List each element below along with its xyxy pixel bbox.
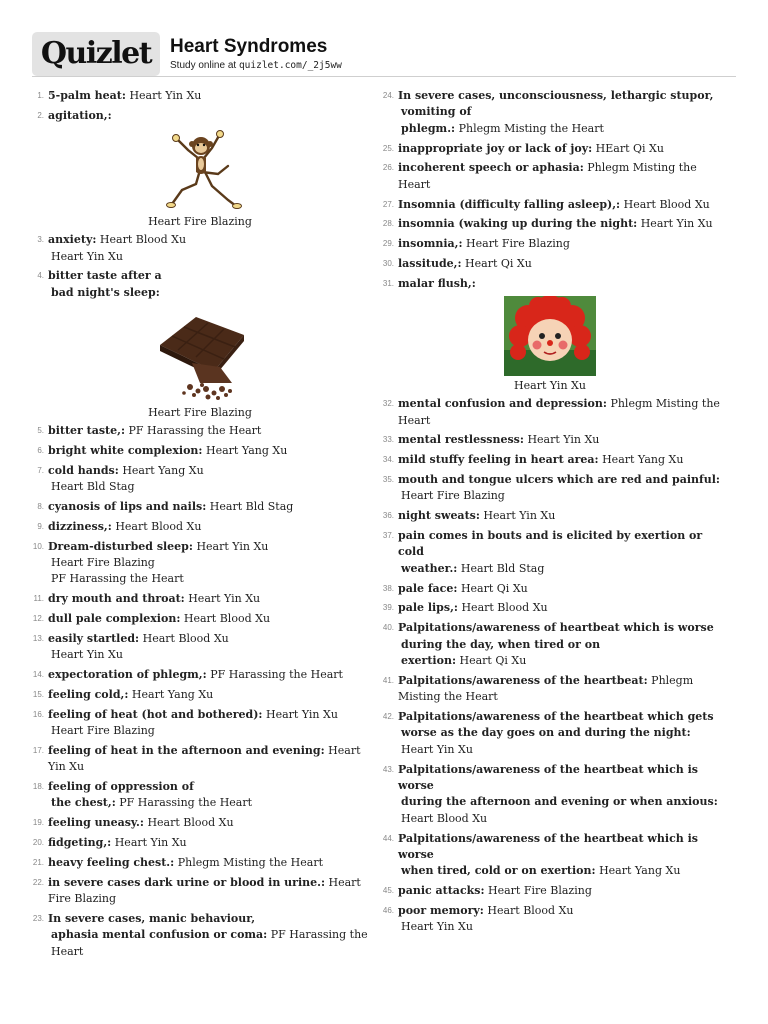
card-item <box>380 216 720 232</box>
item-term: feeling cold,: <box>48 687 129 701</box>
item-number: 10. <box>32 541 44 551</box>
item-definition: Heart Bld Stag <box>51 480 135 494</box>
item-number: 23. <box>32 913 44 923</box>
item-term: feeling uneasy.: <box>48 816 144 830</box>
item-number: 14. <box>32 670 44 680</box>
chocolate-icon <box>150 305 250 403</box>
card-item <box>30 108 370 124</box>
item-number: 25. <box>382 143 394 153</box>
card-item <box>380 432 720 448</box>
item-term: incoherent speech or aphasia: <box>398 161 584 175</box>
item-term: Palpitations/awareness of the heartbeat: <box>398 673 648 687</box>
logo-text: Quizlet <box>40 36 152 71</box>
card-item <box>380 197 720 213</box>
item-term: easily startled: <box>48 631 140 645</box>
item-number: 8. <box>37 502 44 512</box>
item-definition: PF Harassing the Heart <box>119 796 253 810</box>
item-definition: Heart Yang Xu <box>602 453 684 467</box>
card-item <box>30 88 370 104</box>
item-definition: Heart Bld Stag <box>209 500 294 514</box>
item-number: 11. <box>33 594 44 604</box>
card-item <box>380 256 720 272</box>
item-definition: Heart Qi Xu <box>460 581 528 595</box>
card-item <box>380 831 720 880</box>
item-number: 1. <box>37 91 44 100</box>
item-number: 27. <box>382 199 394 209</box>
item-number: 30. <box>382 259 394 268</box>
item-definition: Heart Blood Xu <box>401 811 488 825</box>
card-item <box>30 423 370 439</box>
item-definition: Phlegm Misting the Heart <box>398 673 694 704</box>
card-item <box>380 762 720 828</box>
item-number: 36. <box>382 511 394 521</box>
item-term: heavy feeling chest.: <box>48 855 175 869</box>
item-definition: Heart Yin Xu <box>188 592 261 606</box>
item-definition: Heart Yin Xu <box>266 707 338 721</box>
item-definition: Heart Yin Xu <box>196 539 269 553</box>
item-definition: Heart Fire Blazing <box>401 489 505 503</box>
card-item <box>30 779 370 812</box>
item-term: mouth and tongue ulcers which are red and painful: <box>398 473 720 486</box>
card-item <box>30 707 370 740</box>
item-term: during the afternoon and evening or when anxious: <box>401 795 718 809</box>
item-number: 6. <box>37 446 44 456</box>
card-item <box>380 276 720 292</box>
item-term: in severe cases dark urine or blood in urine.: <box>48 875 326 889</box>
item-term: bright white complexion: <box>48 444 203 458</box>
item-number: 44. <box>382 833 394 843</box>
item-term: cold hands: <box>48 463 119 477</box>
item-definition: Heart Fire Blazing <box>148 406 252 420</box>
item-definition: Heart Yin Xu <box>114 836 187 850</box>
item-number: 22. <box>32 877 44 887</box>
card-item <box>380 581 720 597</box>
item-term: Insomnia (difficulty falling asleep),: <box>398 197 621 211</box>
card-item <box>380 620 720 669</box>
item-number: 32. <box>382 399 394 409</box>
card-item <box>380 709 720 758</box>
item-image <box>30 128 370 212</box>
item-definition: Heart Blood Xu <box>461 601 548 615</box>
item-definition: Heart Yang Xu <box>131 687 214 701</box>
card-item <box>380 141 720 157</box>
item-number: 31. <box>382 278 394 288</box>
item-definition: Heart Yin Xu <box>129 89 202 102</box>
item-number: 41. <box>382 675 394 685</box>
item-term: cyanosis of lips and nails: <box>48 500 207 514</box>
item-definition: Heart Yang Xu <box>599 864 681 878</box>
card-item <box>30 875 370 908</box>
item-definition: Phlegm Misting the Heart <box>458 121 604 135</box>
item-definition: Heart Yin Xu <box>401 742 473 756</box>
item-number: 3. <box>37 235 44 245</box>
item-number: 12. <box>32 614 44 624</box>
item-term: Palpitations/awareness of the heartbeat which gets <box>398 710 714 724</box>
item-term: aphasia mental confusion or coma: <box>51 928 268 942</box>
item-number: 13. <box>32 633 44 643</box>
item-term: Palpitations/awareness of the heartbeat which is worse <box>398 831 698 862</box>
item-number: 38. <box>382 583 394 593</box>
item-number: 39. <box>382 603 394 613</box>
item-definition: Heart Fire Blazing <box>51 556 155 570</box>
item-definition: PF Harassing the Heart <box>128 424 262 438</box>
item-term: dull pale complexion: <box>48 612 181 626</box>
card-item <box>30 835 370 851</box>
item-definition: PF Harassing the Heart <box>51 928 368 958</box>
item-definition: Heart Blood Xu <box>142 631 229 645</box>
item-number: 20. <box>32 838 44 848</box>
item-term: pale lips,: <box>398 601 458 615</box>
item-number: 33. <box>382 435 394 445</box>
item-definition: Heart Fire Blazing <box>48 875 361 906</box>
card-item <box>30 911 370 960</box>
item-term: insomnia,: <box>398 237 463 251</box>
item-definition: Phlegm Misting the Heart <box>398 161 697 191</box>
item-term: weather.: <box>401 561 458 575</box>
item-definition: Heart Blood Xu <box>183 612 271 626</box>
quizlet-logo[interactable] <box>32 32 160 76</box>
item-term: mild stuffy feeling in heart area: <box>398 453 599 467</box>
item-number: 34. <box>382 455 394 465</box>
item-definition: Heart Yin Xu <box>401 920 473 934</box>
item-number: 2. <box>37 110 44 120</box>
rag-doll-icon <box>504 296 596 376</box>
item-number: 9. <box>37 521 44 531</box>
card-item <box>380 452 720 468</box>
right-column <box>380 88 720 939</box>
item-term: worse as the day goes on and during the night: <box>401 726 691 740</box>
item-definition: Phlegm Misting the Heart <box>177 855 324 869</box>
left-column <box>30 88 370 963</box>
item-number: 29. <box>382 239 394 249</box>
item-term: poor memory: <box>398 904 484 918</box>
card-item <box>30 855 370 871</box>
card-item <box>380 883 720 899</box>
item-term: bitter taste,: <box>48 424 126 438</box>
item-number: 26. <box>382 163 394 173</box>
item-image <box>380 296 720 376</box>
item-number: 43. <box>382 764 394 774</box>
page-header <box>32 32 736 78</box>
item-definition: Heart Yin Xu <box>514 379 586 393</box>
item-definition: Heart Qi Xu <box>465 257 532 270</box>
item-term: the chest,: <box>51 796 116 810</box>
item-number: 28. <box>382 219 394 229</box>
card-item <box>30 611 370 627</box>
item-definition: Heart Yin Xu <box>51 648 123 662</box>
item-definition: PF Harassing the Heart <box>210 668 343 682</box>
item-term: pale face: <box>398 581 458 595</box>
item-term: fidgeting,: <box>48 836 112 850</box>
page-title: Heart Syndromes <box>170 36 328 57</box>
item-definition: PF Harassing the Heart <box>51 572 184 586</box>
item-definition: Heart Blood Xu <box>147 816 234 830</box>
item-term: pain comes in bouts and is elicited by exertion or cold <box>398 529 703 559</box>
card-item <box>30 815 370 831</box>
item-number: 16. <box>32 709 44 719</box>
card-item <box>380 472 720 505</box>
card-item <box>380 236 720 252</box>
item-term: In severe cases, unconsciousness, lethargic stupor, <box>398 89 714 102</box>
card-item <box>30 591 370 607</box>
card-item <box>380 673 720 706</box>
item-term: Dream-disturbed sleep: <box>48 539 193 553</box>
item-term: feeling of heat (hot and bothered): <box>48 707 263 721</box>
card-item <box>30 667 370 683</box>
item-number: 19. <box>32 818 44 828</box>
card-item <box>380 88 720 137</box>
item-definition: Heart Blood Xu <box>99 233 187 247</box>
card-item <box>30 268 370 301</box>
item-definition: Heart Bld Stag <box>460 561 545 575</box>
item-term: In severe cases, manic behaviour, <box>48 911 256 925</box>
item-term: when tired, cold or on exertion: <box>401 864 596 878</box>
card-item <box>30 539 370 588</box>
item-term: expectoration of phlegm,: <box>48 668 207 682</box>
item-definition: Heart Blood Xu <box>487 904 574 918</box>
item-term: insomnia (waking up during the night: <box>398 217 638 231</box>
item-definition: Heart Fire Blazing <box>51 724 155 738</box>
item-number: 45. <box>382 886 394 896</box>
card-item <box>30 743 370 776</box>
item-definition: Heart Yin Xu <box>48 743 361 774</box>
item-definition: Heart Fire Blazing <box>466 237 570 251</box>
item-term: mental restlessness: <box>398 433 524 447</box>
subtitle-prefix: Study online at <box>170 60 239 71</box>
card-item <box>30 232 370 265</box>
item-number: 46. <box>382 906 394 916</box>
item-term: lassitude,: <box>398 257 462 270</box>
item-term: phlegm.: <box>401 121 456 135</box>
card-item <box>30 631 370 664</box>
item-number: 18. <box>32 782 44 792</box>
item-number: 21. <box>32 857 44 867</box>
item-term: mental confusion and depression: <box>398 397 607 411</box>
card-item <box>30 687 370 703</box>
dancing-monkey-icon <box>158 128 242 212</box>
item-definition: Heart Fire Blazing <box>488 884 592 898</box>
item-number: 42. <box>382 712 394 722</box>
page-subtitle <box>170 60 342 71</box>
item-term: anxiety: <box>48 233 97 247</box>
item-definition: Heart Blood Xu <box>115 519 202 533</box>
card-item <box>380 528 720 577</box>
item-term: vomiting of <box>401 105 472 119</box>
item-definition: HEart Qi Xu <box>595 141 664 155</box>
item-definition: Phlegm Misting the Heart <box>398 397 720 427</box>
item-number: 4. <box>37 271 44 281</box>
item-term: inappropriate joy or lack of joy: <box>398 141 593 155</box>
item-definition: Heart Yin Xu <box>527 433 600 447</box>
item-definition: Heart Blood Xu <box>623 197 710 211</box>
item-definition: Heart Fire Blazing <box>148 215 252 229</box>
item-definition: Heart Qi Xu <box>459 654 527 668</box>
item-term: malar flush,: <box>398 276 476 290</box>
item-term: night sweats: <box>398 509 480 523</box>
item-definition: Heart Yang Xu <box>122 463 204 477</box>
item-number: 37. <box>382 531 394 540</box>
item-number: 7. <box>37 465 44 475</box>
item-term: feeling of heat in the afternoon and evening: <box>48 743 325 757</box>
item-term: dry mouth and throat: <box>48 592 185 606</box>
item-term: during the day, when tired or on <box>401 637 601 651</box>
item-number: 40. <box>382 623 394 633</box>
item-term: panic attacks: <box>398 884 485 898</box>
item-definition: Heart Yin Xu <box>483 509 556 523</box>
card-item <box>380 508 720 524</box>
item-definition: Heart Yang Xu <box>206 444 288 458</box>
quizlet-url-link[interactable]: quizlet.com/_2j5ww <box>238 60 342 71</box>
card-item <box>30 519 370 535</box>
item-term: dizziness,: <box>48 519 112 533</box>
header-divider <box>32 76 736 77</box>
card-item <box>380 396 720 429</box>
item-definition: Heart Yin Xu <box>640 217 713 231</box>
item-definition: Heart Yin Xu <box>51 249 123 263</box>
item-term: exertion: <box>401 654 457 668</box>
item-term: 5-palm heat: <box>48 89 126 102</box>
item-term: feeling of oppression of <box>48 780 194 794</box>
item-term: Palpitations/awareness of heartbeat which is worse <box>398 621 714 635</box>
card-item <box>30 463 370 496</box>
card-item <box>30 499 370 515</box>
item-term: bad night's sleep: <box>51 285 160 299</box>
item-term: bitter taste after a <box>48 269 162 283</box>
item-image <box>30 305 370 403</box>
item-number: 35. <box>382 475 394 484</box>
item-number: 24. <box>382 91 394 100</box>
item-number: 15. <box>32 689 44 699</box>
card-item <box>380 160 720 193</box>
item-term: agitation,: <box>48 108 112 122</box>
card-item <box>380 903 720 936</box>
item-term: Palpitations/awareness of the heartbeat which is worse <box>398 762 698 793</box>
item-number: 5. <box>37 426 44 436</box>
item-number: 17. <box>32 745 44 755</box>
card-item <box>380 600 720 616</box>
card-item <box>30 443 370 459</box>
